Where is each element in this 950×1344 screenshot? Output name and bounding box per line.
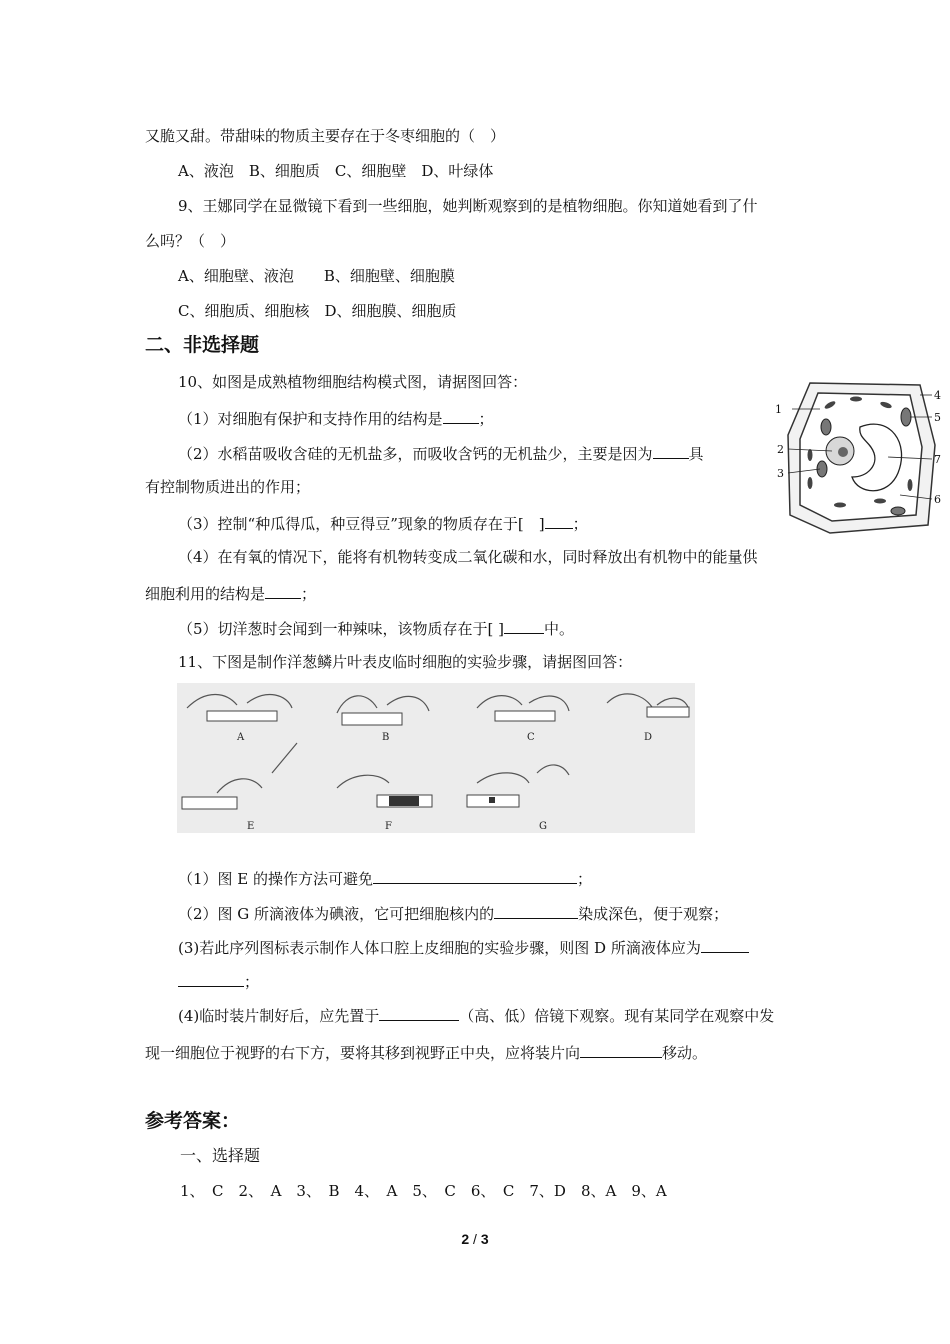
answer-blank [373, 867, 577, 884]
answer-blank [580, 1041, 662, 1058]
answers-subtitle: 一、选择题 [180, 1146, 261, 1165]
answer-blank [443, 407, 479, 424]
answer-blank [379, 1004, 459, 1021]
q9-options1: A、细胞壁、液泡 B、细胞壁、细胞膜 [178, 267, 455, 285]
step-label-d: D [644, 732, 653, 743]
answer-blank [701, 936, 749, 953]
q11-part4-cont: 现一细胞位于视野的右下方，要将其移到视野正中央，应将装片向 移动。 [145, 1041, 707, 1063]
q10-part1: （1）对细胞有保护和支持作用的结构是 ； [178, 407, 494, 429]
cell-label-3: 3 [777, 467, 784, 480]
step-label-g: G [539, 821, 547, 832]
answer-blank [653, 442, 689, 459]
plant-cell-diagram [770, 365, 945, 545]
answer-blank [494, 902, 578, 919]
answers-title: 参考答案： [145, 1110, 241, 1132]
q9-options2: C、细胞质、细胞核 D、细胞膜、细胞质 [178, 302, 457, 320]
cell-label-5: 5 [934, 411, 941, 424]
answer-blank [178, 970, 244, 987]
q9-line2: 么吗？（ ） [145, 232, 236, 250]
q11-part1: （1）图 E 的操作方法可避免 ； [178, 867, 592, 889]
experiment-steps-figure [177, 683, 695, 833]
q10-part5: （5）切洋葱时会闻到一种辣味，该物质存在于[ ] 中。 [178, 617, 574, 639]
q8-options: A、液泡 B、细胞质 C、细胞壁 D、叶绿体 [178, 162, 494, 180]
answer-blank [265, 582, 301, 599]
answer-blank [545, 512, 573, 529]
q8-line-end: 又脆又甜。带甜味的物质主要存在于冬枣细胞的（ ） [145, 127, 506, 145]
q10-part2-cont: 有控制物质进出的作用； [145, 478, 311, 496]
step-label-a: A [237, 732, 245, 743]
cell-label-1: 1 [775, 403, 782, 416]
q11-part3-cont: ； [178, 970, 259, 992]
q11-intro: 11、下图是制作洋葱鳞片叶表皮临时细胞的实验步骤，请据图回答： [178, 653, 633, 671]
q10-part2: （2）水稻苗吸收含硅的无机盐多，而吸收含钙的无机盐少，主要是因为 具 [178, 442, 704, 464]
q10-intro: 10、如图是成熟植物细胞结构模式图，请据图回答： [178, 373, 528, 391]
cell-label-4: 4 [934, 389, 941, 402]
section2-title: 二、非选择题 [145, 334, 260, 356]
q11-part4: (4)临时装片制好后，应先置于 （高、低）倍镜下观察。现有某同学在观察中发 [178, 1004, 774, 1026]
q10-part4: （4）在有氧的情况下，能将有机物转变成二氧化碳和水，同时释放出有机物中的能量供 [178, 548, 758, 566]
cell-label-6: 7 [934, 453, 941, 466]
answers-line: 1、 C 2、 A 3、 B 4、 A 5、 C 6、 C 7、D 8、A 9、A [180, 1182, 667, 1200]
q11-part2: （2）图 G 所滴液体为碘液，它可把细胞核内的 染成深色，便于观察； [178, 902, 728, 924]
step-label-b: B [382, 732, 390, 743]
step-label-e: E [247, 821, 255, 832]
page-number: 2 / 3 [461, 1231, 489, 1247]
q11-part3: (3)若此序列图标表示制作人体口腔上皮细胞的实验步骤，则图 D 所滴液体应为 [178, 936, 749, 958]
answer-blank [504, 617, 544, 634]
q9-line1: 9、王娜同学在显微镜下看到一些细胞，她判断观察到的是植物细胞。你知道她看到了什 [178, 197, 758, 215]
cell-label-2: 2 [777, 443, 784, 456]
q10-part3: （3）控制“种瓜得瓜，种豆得豆”现象的物质存在于[ ] ； [178, 512, 588, 534]
step-label-f: F [385, 821, 392, 832]
step-label-c: C [527, 732, 535, 743]
cell-label-7: 6 [934, 493, 941, 506]
q10-part4-cont: 细胞利用的结构是 ； [145, 582, 316, 604]
